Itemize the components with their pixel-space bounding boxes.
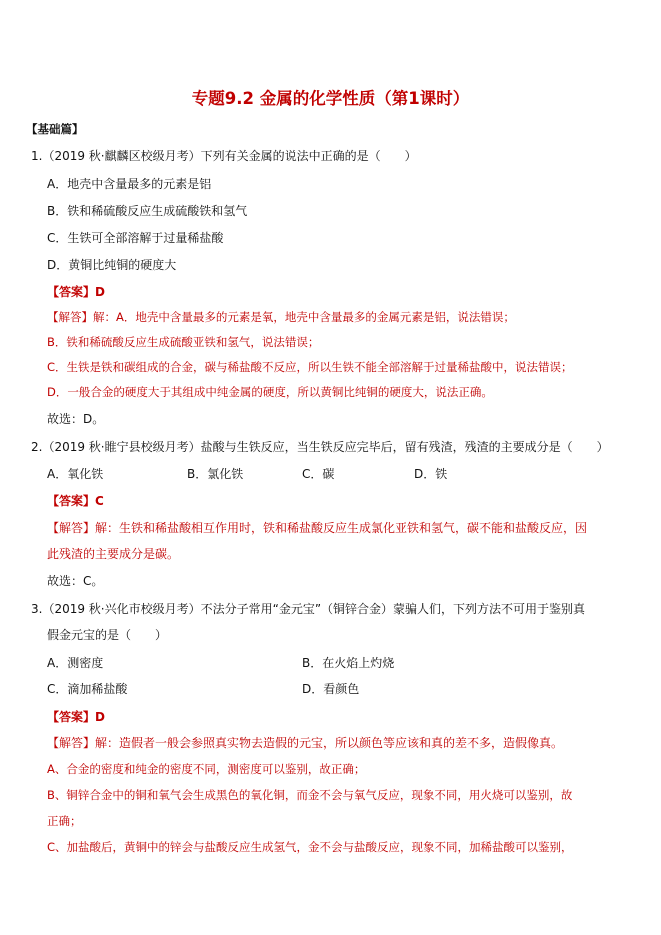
q1-option-b: B．铁和稀硫酸反应生成硫酸铁和氢气: [47, 204, 248, 218]
q3-explanation-line: C、加盐酸后，黄铜中的锌会与盐酸反应生成氢气，金不会与盐酸反应，现象不同，加稀盐酸可以鉴别，: [47, 840, 573, 854]
q1-explanation-line: C．生铁是铁和碳组成的合金，碳与稀盐酸不反应，所以生铁不能全部溶解于过量稀盐酸中，说法错误；: [47, 360, 573, 374]
question-3-stem: 3.（2019 秋·兴化市校级月考）不法分子常用“金元宝”（铜锌合金）蒙骗人们，下列方法不可用于鉴别真: [31, 602, 586, 616]
q1-explanation-line: D．一般合金的硬度大于其组成中纯金属的硬度，所以黄铜比纯铜的硬度大，说法正确。: [47, 385, 493, 399]
q1-option-a: A．地壳中含量最多的元素是铝: [47, 177, 212, 191]
q3-answer: 【答案】D: [47, 710, 105, 724]
q1-explanation-line: 【解答】解：A．地壳中含量最多的元素是氧，地壳中含量最多的金属元素是铝，说法错误；: [47, 310, 515, 324]
q1-answer: 【答案】D: [47, 285, 105, 299]
q3-explanation-line: 【解答】解：造假者一般会参照真实物去造假的元宝，所以颜色等应该和真的差不多，造假像真。: [47, 736, 564, 750]
q3-option-d: D．看颜色: [302, 682, 360, 696]
q2-answer: 【答案】C: [47, 494, 104, 508]
q3-explanation-line: A、合金的密度和纯金的密度不同，测密度可以鉴别，故正确；: [47, 762, 366, 776]
question-2-stem: 2.（2019 秋·睢宁县校级月考）盐酸与生铁反应，当生铁反应完毕后，留有残渣，残渣的主要成分是（ ）: [31, 440, 609, 454]
section-label: 【基础篇】: [26, 122, 84, 136]
q2-option-b: B．氯化铁: [187, 467, 244, 481]
question-1-stem: 1.（2019 秋·麒麟区校级月考）下列有关金属的说法中正确的是（ ）: [31, 149, 417, 163]
q2-explanation-line: 【解答】解：生铁和稀盐酸相互作用时，铁和稀盐酸反应生成氯化亚铁和氢气，碳不能和盐酸反应，因: [47, 521, 588, 535]
q3-option-b: B．在火焰上灼烧: [302, 656, 395, 670]
question-3-stem-cont: 假金元宝的是（ ）: [47, 628, 168, 642]
q1-option-d: D．黄铜比纯铜的硬度大: [47, 258, 177, 272]
q2-explanation-line: 此残渣的主要成分是碳。: [47, 547, 180, 561]
q3-option-a: A．测密度: [47, 656, 104, 670]
q1-explanation-line: B．铁和稀硫酸反应生成硫酸亚铁和氢气，说法错误；: [47, 335, 320, 349]
q2-option-a: A．氧化铁: [47, 467, 104, 481]
q3-explanation-line: B、铜锌合金中的铜和氧气会生成黑色的氧化铜，而金不会与氧气反应，现象不同，用火烧可以鉴别，故: [47, 788, 573, 802]
q3-option-c: C．滴加稀盐酸: [47, 682, 128, 696]
q2-option-c: C．碳: [302, 467, 335, 481]
q2-choose: 故选：C。: [47, 574, 104, 588]
document-title: 专题9.2 金属的化学性质（第1课时）: [191, 89, 470, 108]
q2-option-d: D．铁: [414, 467, 448, 481]
q1-option-c: C．生铁可全部溶解于过量稀盐酸: [47, 231, 224, 245]
q1-choose: 故选：D。: [47, 412, 105, 426]
q3-explanation-line: 正确；: [47, 814, 82, 828]
